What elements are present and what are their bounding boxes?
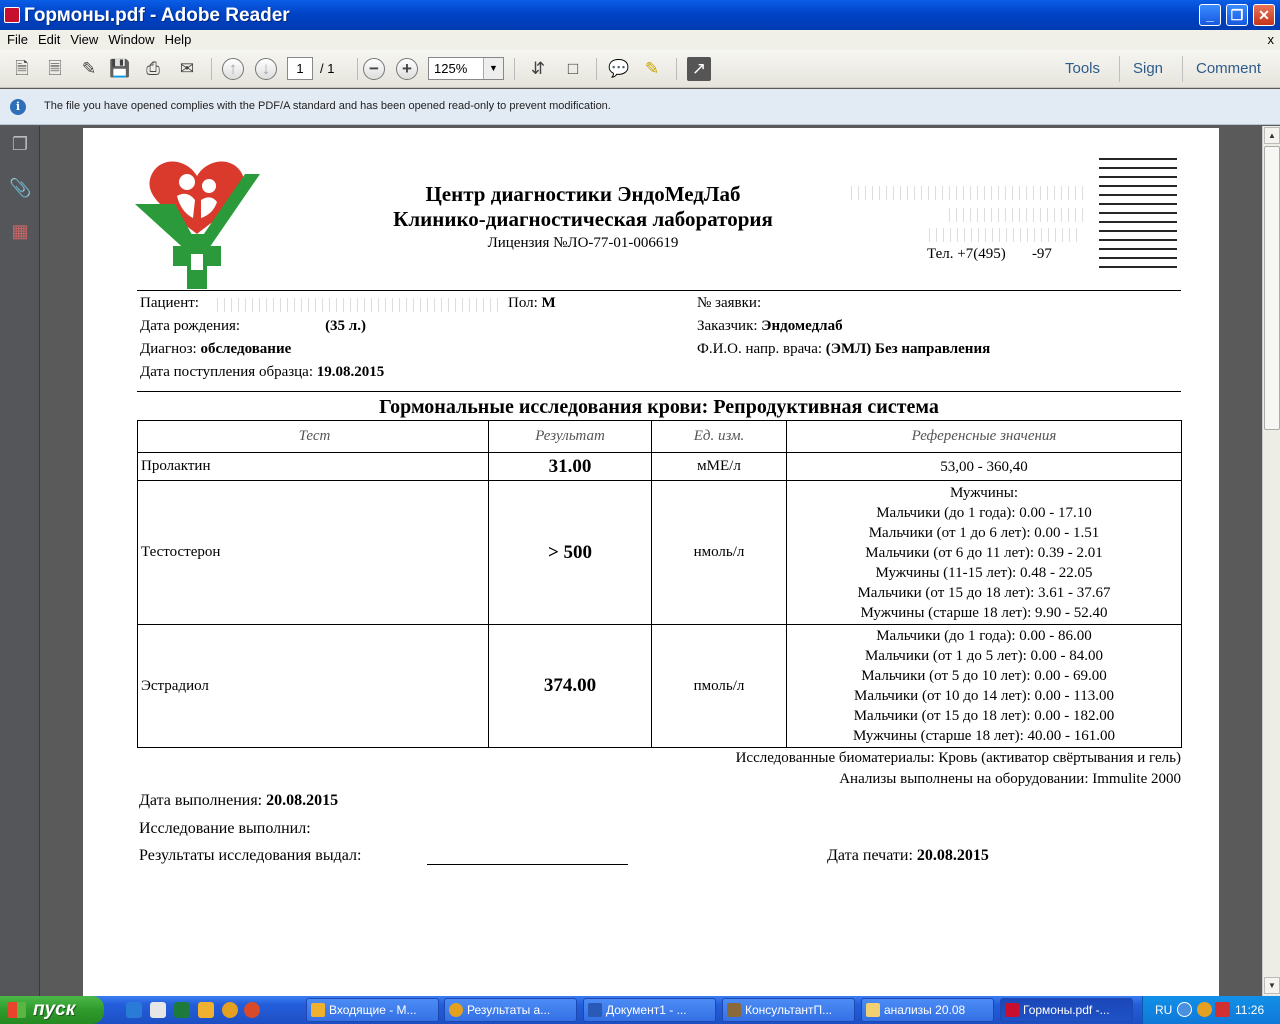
sticky-note-icon[interactable]: 💬	[608, 59, 630, 78]
biomaterial-note: Исследованные биоматериалы: Кровь (активатор свёртывания и гель)	[735, 750, 1181, 766]
client-field: Заказчик: Эндомедлаб	[697, 318, 843, 334]
section-title: Гормональные исследования крови: Репродуктивная система	[379, 396, 939, 418]
redacted-address	[845, 186, 1085, 200]
menu-window[interactable]: Window	[108, 32, 155, 47]
pdf-icon	[1005, 1003, 1019, 1017]
title-bar	[0, 0, 1280, 30]
order-number-field: № заявки:	[697, 295, 762, 311]
menu-edit[interactable]: Edit	[37, 32, 61, 47]
scroll-down-icon[interactable]: ▼	[1264, 977, 1280, 994]
table-row	[138, 453, 1182, 481]
test-name: Тестостерон	[138, 481, 489, 625]
signature-line	[427, 864, 628, 865]
excel-icon[interactable]	[174, 1002, 190, 1018]
minimize-button[interactable]: _	[1199, 4, 1221, 26]
show-desktop-icon[interactable]	[150, 1002, 166, 1018]
reference-line: Мальчики (от 1 до 6 лет): 0.00 - 1.51	[868, 524, 1100, 541]
create-pdf-icon[interactable]: 🗎	[15, 59, 29, 78]
reference-values	[787, 625, 1182, 748]
highlight-icon[interactable]: ✎	[644, 59, 660, 78]
window-title: Гормоны.pdf - Adobe Reader	[24, 5, 290, 26]
lab-name: Центр диагностики ЭндоМедЛаб	[425, 182, 741, 206]
vertical-scrollbar[interactable]	[1262, 126, 1280, 996]
column-header: Тест	[138, 421, 489, 453]
fit-page-icon[interactable]: □	[567, 59, 579, 78]
print-icon[interactable]: ⎙	[146, 59, 160, 78]
page-thumbnails-icon[interactable]: ❐	[11, 134, 29, 154]
lab-type: Клинико-диагностическая лаборатория	[393, 207, 773, 231]
task-consultant[interactable]: КонсультантП...	[722, 998, 855, 1022]
test-name: Эстрадиол	[138, 625, 489, 748]
previous-page-icon[interactable]: ↑	[222, 58, 244, 80]
equipment-note: Анализы выполнены на оборудовании: Immulite 2000	[839, 771, 1181, 787]
windows-logo-icon	[8, 1002, 26, 1018]
info-divider	[137, 391, 1181, 392]
table-header-row	[138, 421, 1182, 453]
page-total: / 1	[320, 61, 335, 76]
completion-date: Дата выполнения: 20.08.2015	[139, 792, 339, 809]
pdf-page	[83, 128, 1219, 996]
notification-text: The file you have opened complies with the PDF/A standard and has been opened read-only to prevent modification.	[44, 100, 611, 112]
tray-arrow-icon[interactable]	[1177, 1002, 1192, 1017]
endomedlab-logo	[135, 154, 260, 289]
menu-file[interactable]: File	[7, 32, 28, 47]
redacted-address	[923, 228, 1083, 242]
test-result: 31.00	[489, 453, 652, 481]
task-adobe-reader[interactable]: Гормоны.pdf -...	[1000, 998, 1133, 1022]
chevron-down-icon[interactable]: ▼	[483, 58, 503, 79]
system-tray	[1142, 996, 1280, 1024]
signatures-icon[interactable]: ▦	[11, 221, 29, 241]
task-folder[interactable]: анализы 20.08	[861, 998, 994, 1022]
print-date: Дата печати: 20.08.2015	[827, 847, 989, 864]
scroll-thumb[interactable]	[1264, 146, 1280, 430]
edit-pdf-icon[interactable]: ✎	[81, 59, 97, 78]
reference-line: Мальчики (от 6 до 11 лет): 0.39 - 2.01	[865, 544, 1103, 561]
word-icon	[588, 1003, 602, 1017]
scroll-up-icon[interactable]: ▲	[1264, 127, 1280, 144]
reference-line: Мальчики (от 5 до 10 лет): 0.00 - 69.00	[861, 668, 1107, 684]
taskbar	[0, 996, 1280, 1024]
reference-line: Мужчины (старше 18 лет): 40.00 - 161.00	[852, 728, 1116, 744]
license-number: Лицензия №ЛО-77-01-006619	[487, 235, 679, 251]
info-icon: i	[10, 99, 26, 115]
document-viewer[interactable]	[41, 126, 1262, 996]
diagnosis-field: Диагноз: обследование	[140, 341, 292, 357]
reference-line: Мужчины (11-15 лет): 0.48 - 22.05	[875, 564, 1093, 581]
reference-line: Мальчики (от 15 до 18 лет): 0.00 - 182.00	[853, 708, 1115, 724]
zoom-select[interactable]	[428, 57, 504, 80]
doctor-field: Ф.И.О. напр. врача: (ЭМЛ) Без направления	[697, 341, 991, 357]
sign-button[interactable]: Sign	[1133, 60, 1164, 77]
reference-line: Мальчики (до 1 года): 0.00 - 86.00	[876, 628, 1092, 644]
test-unit: пмоль/л	[652, 625, 787, 748]
menu-view[interactable]: View	[70, 32, 99, 47]
column-header: Результат	[489, 421, 652, 453]
start-button[interactable]: пуск	[0, 996, 104, 1024]
full-screen-icon[interactable]: ↗	[687, 57, 711, 81]
test-name: Пролактин	[138, 453, 489, 481]
attachments-icon[interactable]: 📎	[9, 178, 32, 198]
column-header: Ед. изм.	[652, 421, 787, 453]
zoom-out-icon[interactable]: −	[363, 58, 385, 80]
browser-icon[interactable]	[244, 1002, 260, 1018]
sex-field: Пол: М	[508, 295, 556, 311]
received-date-field: Дата поступления образца: 19.08.2015	[140, 364, 385, 380]
tray-antivirus-icon[interactable]	[1215, 1002, 1230, 1017]
reference-values	[787, 481, 1182, 625]
save-icon[interactable]: 💾	[109, 59, 131, 78]
reference-line: 53,00 - 360,40	[940, 458, 1028, 475]
language-indicator[interactable]: RU	[1155, 1003, 1173, 1017]
dob-field: Дата рождения: (35 л.)	[140, 318, 366, 334]
performed-by: Исследование выполнил:	[139, 820, 311, 837]
tools-button[interactable]: Tools	[1065, 60, 1101, 77]
column-header: Референсные значения	[787, 421, 1182, 453]
next-page-icon[interactable]: ↓	[255, 58, 277, 80]
maximize-button[interactable]: ❐	[1226, 4, 1248, 26]
table-row	[138, 625, 1182, 748]
email-icon[interactable]: ✉	[179, 59, 195, 78]
task-word[interactable]: Документ1 - ...	[583, 998, 716, 1022]
patient-field: Пациент:	[140, 295, 199, 311]
zoom-in-icon[interactable]: +	[396, 58, 418, 80]
clock: 11:26	[1235, 1003, 1265, 1017]
reference-line: Мужчины:	[949, 484, 1019, 501]
redacted-address	[943, 208, 1083, 222]
task-mail[interactable]: Входящие - M...	[306, 998, 439, 1022]
chrome-icon[interactable]	[222, 1002, 238, 1018]
mail-icon[interactable]	[198, 1002, 214, 1018]
mail-icon	[311, 1003, 325, 1017]
test-result: 374.00	[489, 625, 652, 748]
menu-bar	[0, 30, 1280, 50]
page-number-input[interactable]: 1	[287, 57, 313, 80]
header-divider	[137, 290, 1181, 291]
folder-icon	[866, 1003, 880, 1017]
close-document-icon[interactable]: x	[1267, 32, 1274, 47]
tray-chrome-icon[interactable]	[1197, 1002, 1212, 1017]
export-pdf-icon[interactable]: 🗏	[48, 59, 62, 78]
reference-line: Мужчины (старше 18 лет): 9.90 - 52.40	[860, 604, 1108, 621]
task-browser[interactable]: Результаты а...	[444, 998, 577, 1022]
chrome-icon	[449, 1003, 463, 1017]
reference-line: Мальчики (от 10 до 14 лет): 0.00 - 113.00	[854, 688, 1114, 704]
redacted-patient-name	[211, 298, 501, 312]
issued-by: Результаты исследования выдал:	[139, 847, 362, 864]
ie-icon[interactable]	[126, 1002, 142, 1018]
reference-line: Мальчики (до 1 года): 0.00 - 17.10	[876, 504, 1092, 521]
test-unit: мМЕ/л	[652, 453, 787, 481]
consultant-icon	[727, 1003, 741, 1017]
navigation-pane	[0, 126, 40, 996]
menu-help[interactable]: Help	[164, 32, 192, 47]
zoom-value: 125%	[434, 61, 468, 76]
fit-width-icon[interactable]: ⇵	[530, 59, 546, 78]
test-unit: нмоль/л	[652, 481, 787, 625]
adobe-reader-icon	[4, 7, 20, 23]
table-row	[138, 481, 1182, 625]
reference-line: Мальчики (от 15 до 18 лет): 3.61 - 37.67	[857, 584, 1111, 601]
reference-line: Мальчики (от 1 до 5 лет): 0.00 - 84.00	[864, 648, 1104, 664]
lab-phone: Тел. +7(495) -97	[927, 246, 1052, 262]
pdfa-notification-bar	[0, 89, 1280, 125]
reference-values	[787, 453, 1182, 481]
test-result: > 500	[489, 481, 652, 625]
comment-button[interactable]: Comment	[1196, 60, 1262, 77]
results-table	[137, 420, 1182, 748]
close-button[interactable]: ✕	[1253, 4, 1275, 26]
redaction-marks	[1099, 156, 1177, 268]
